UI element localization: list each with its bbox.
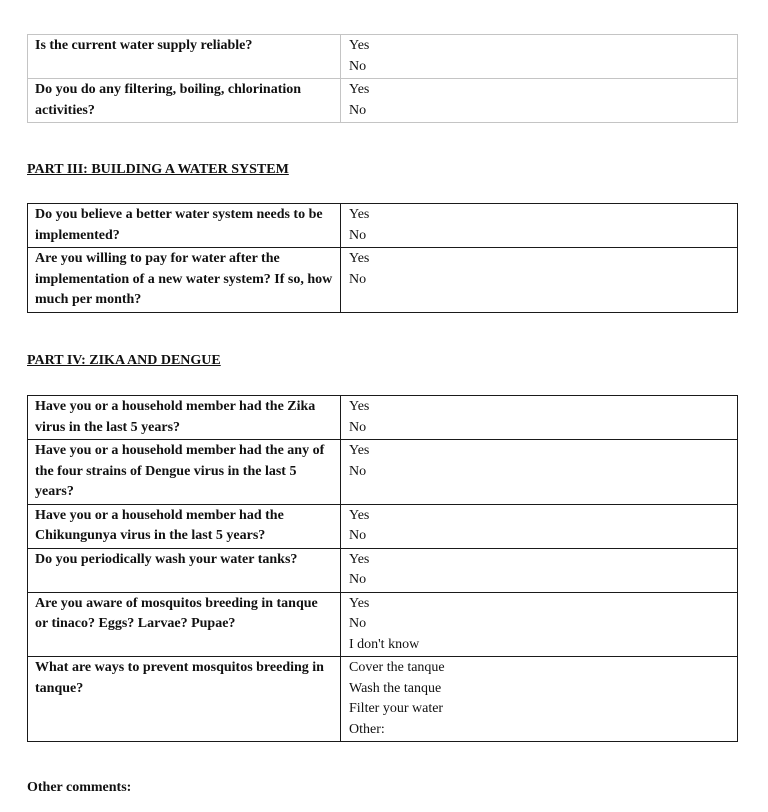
answer-option: I don't know <box>349 636 420 652</box>
answer-cell <box>341 504 738 548</box>
answer-cell <box>341 440 738 505</box>
answer-option: No <box>349 58 367 74</box>
other-comments-label: Other comments: <box>27 780 132 795</box>
answer-cell <box>341 548 738 592</box>
answer-option: Other: <box>349 721 385 737</box>
section-heading-part-iv: PART IV: ZIKA AND DENGUE <box>27 353 221 368</box>
question-cell: Are you aware of mosquitos breeding in tanque or tinaco? Eggs? Larvae? Pupae? <box>28 592 341 657</box>
table-row <box>28 548 738 592</box>
water-supply-table <box>27 34 738 123</box>
answer-option: Yes <box>349 82 370 97</box>
answer-option: No <box>349 102 367 118</box>
answer-option: Yes <box>349 507 370 523</box>
table-row <box>28 504 738 548</box>
question-cell: Do you do any filtering, boiling, chlorination activities? <box>28 79 341 123</box>
question-cell: Have you or a household member had the Zika virus in the last 5 years? <box>28 396 341 440</box>
answer-cell <box>341 396 738 440</box>
answer-option: No <box>349 572 367 587</box>
table-row <box>28 204 738 248</box>
water-system-table <box>27 203 738 313</box>
section-heading-part-iii: PART III: BUILDING A WATER SYSTEM <box>27 162 289 177</box>
question-cell: Is the current water supply reliable? <box>28 35 341 79</box>
answer-cell <box>341 592 738 657</box>
answer-cell <box>341 204 738 248</box>
answer-option: No <box>349 271 367 287</box>
answer-option: No <box>349 616 367 631</box>
question-cell: Have you or a household member had the Chikungunya virus in the last 5 years? <box>28 504 341 548</box>
answer-option: No <box>349 227 367 243</box>
table-row <box>28 79 738 123</box>
table-row <box>28 440 738 505</box>
answer-option: Cover the tanque <box>349 660 445 675</box>
question-cell: What are ways to prevent mosquitos breeding in tanque? <box>28 657 341 742</box>
answer-option: No <box>349 528 367 543</box>
answer-cell <box>341 79 738 123</box>
answer-option: Wash the tanque <box>349 680 442 696</box>
answer-option: Yes <box>349 443 370 458</box>
answer-option: Yes <box>349 595 370 611</box>
question-cell: Do you periodically wash your water tanks? <box>28 548 341 592</box>
answer-option: No <box>349 463 367 479</box>
answer-option: Yes <box>349 251 370 266</box>
answer-option: Yes <box>349 207 370 222</box>
answer-cell <box>341 657 738 742</box>
zika-dengue-table <box>27 395 738 742</box>
table-row <box>28 248 738 313</box>
answer-option: Filter your water <box>349 701 444 716</box>
table-row <box>28 657 738 742</box>
answer-option: No <box>349 419 367 435</box>
answer-cell <box>341 248 738 313</box>
answer-option: Yes <box>349 399 370 414</box>
question-cell: Have you or a household member had the any of the four strains of Dengue virus in the last 5 years? <box>28 440 341 505</box>
answer-cell <box>341 35 738 79</box>
question-cell: Are you willing to pay for water after the implementation of a new water system? If so, how much per month? <box>28 248 341 313</box>
table-row <box>28 396 738 440</box>
table-row <box>28 35 738 79</box>
answer-option: Yes <box>349 551 370 567</box>
question-cell: Do you believe a better water system needs to be implemented? <box>28 204 341 248</box>
answer-option: Yes <box>349 38 370 53</box>
table-row <box>28 592 738 657</box>
